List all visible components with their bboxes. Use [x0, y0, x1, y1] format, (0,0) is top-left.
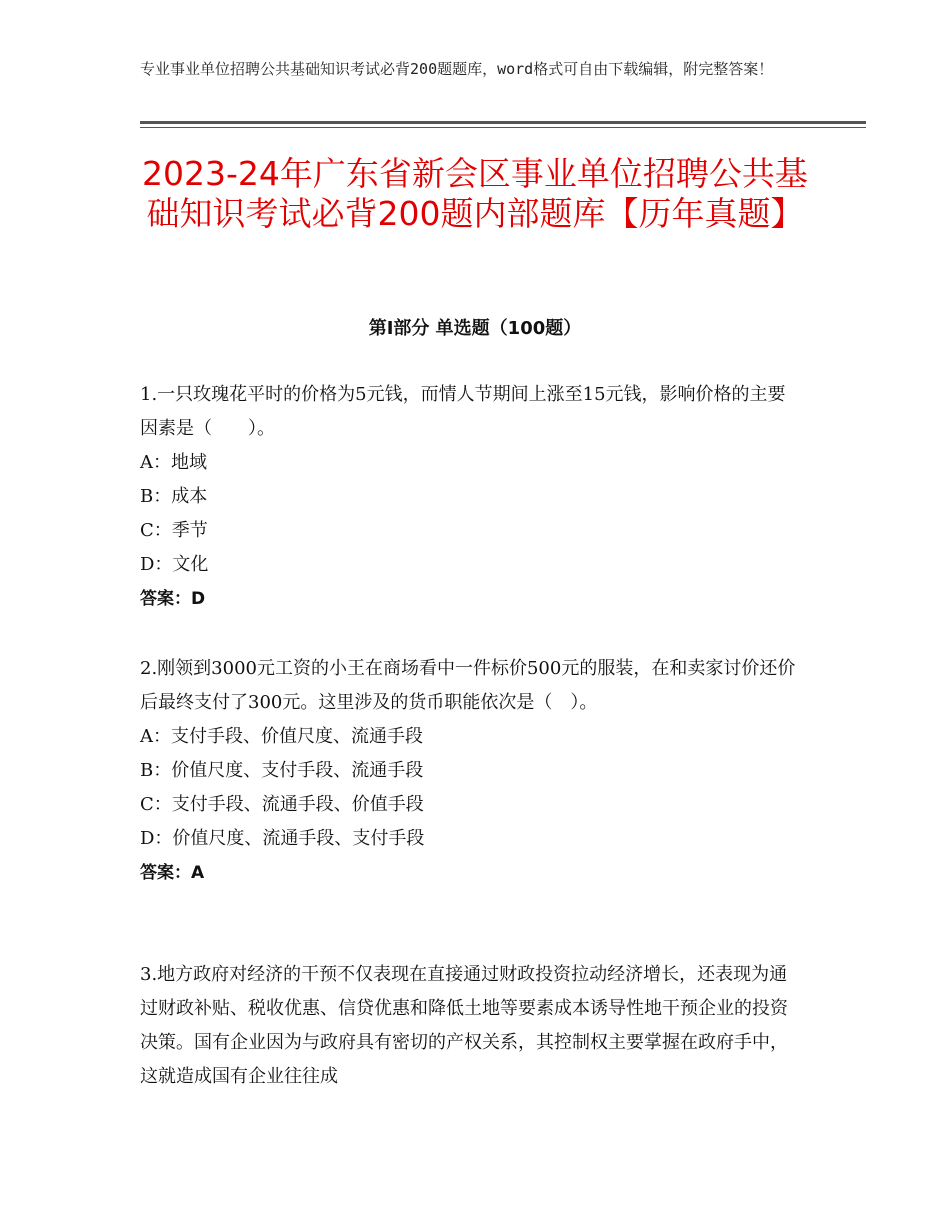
- option-b: B：价值尺度、支付手段、流通手段: [140, 760, 424, 781]
- document-title: 2023-24年广东省新会区事业单位招聘公共基础知识考试必背200题内部题库【历年真题】: [142, 154, 808, 233]
- answer: 答案：D: [140, 589, 206, 609]
- header-rule-thin: [140, 127, 866, 128]
- option-c: C：支付手段、流通手段、价值手段: [140, 794, 424, 815]
- option-a: A：地域: [140, 452, 207, 473]
- header-note: 专业事业单位招聘公共基础知识考试必背200题题库，word格式可自由下载编辑，附完整答案！: [140, 60, 774, 78]
- question-stem: 2.刚领到3000元工资的小王在商场看中一件标价500元的服装，在和卖家讨价还价后最终支付了300元。这里涉及的货币职能依次是（ ）。: [140, 658, 796, 713]
- question-stem: 1.一只玫瑰花平时的价格为5元钱，而情人节期间上涨至15元钱，影响价格的主要因素是（ ）。: [140, 384, 786, 439]
- question-stem: 3.地方政府对经济的干预不仅表现在直接通过财政投资拉动经济增长，还表现为通过财政补贴、税收优惠、信贷优惠和降低土地等要素成本诱导性地干预企业的投资决策。国有企业因为与政府具有密切的产权关系，其控制权主要掌握在政府手中，这就造成国有企业往往成: [140, 964, 788, 1087]
- header-rule-thick: [140, 121, 866, 124]
- option-b: B：成本: [140, 486, 208, 507]
- option-d: D：价值尺度、流通手段、支付手段: [140, 828, 425, 849]
- answer: 答案：A: [140, 863, 205, 883]
- question-1: [140, 378, 800, 616]
- option-c: C：季节: [140, 520, 208, 541]
- question-3: [140, 958, 800, 1094]
- section-title: 第Ⅰ部分 单选题（100题）: [368, 318, 582, 339]
- option-d: D：文化: [140, 554, 209, 575]
- question-2: [140, 652, 800, 890]
- option-a: A：支付手段、价值尺度、流通手段: [140, 726, 423, 747]
